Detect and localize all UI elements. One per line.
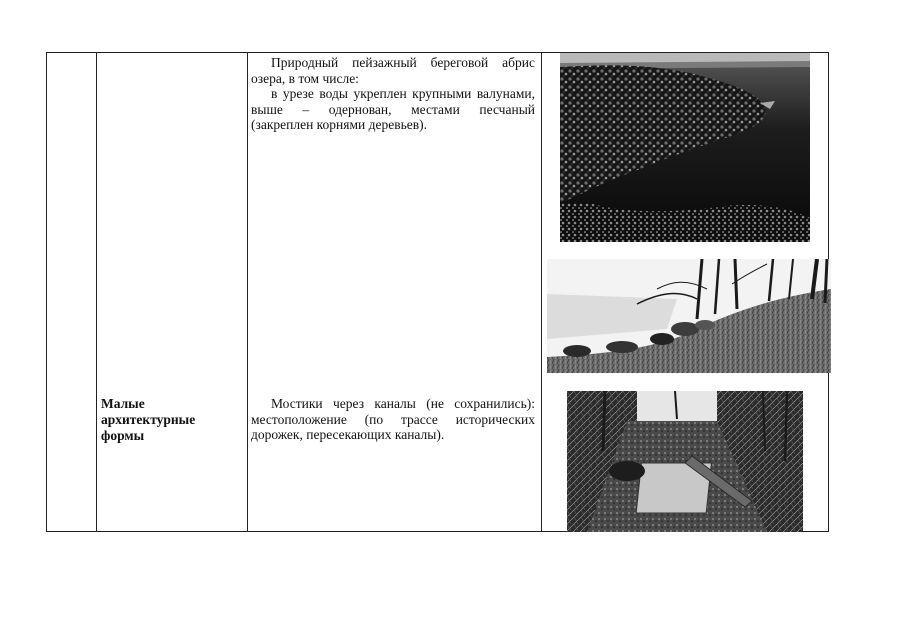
bridges-description (251, 396, 535, 443)
canal-bridge-remains-photo (567, 391, 803, 532)
boulder-shoreline-photo (547, 259, 831, 373)
shoreline-description (251, 55, 535, 133)
shoreline-description-details: в урезе воды укреплен крупными валунами, выше – одернован, местами песчаный (закреплен корнями деревьев). (251, 86, 535, 132)
section-label-small-architectural-forms: Малые архитектурные формы (101, 396, 196, 443)
shoreline-description-intro: Природный пейзажный береговой абрис озера, в том числе: (251, 55, 535, 86)
column-divider-3 (541, 52, 542, 532)
lake-shore-aerial-photo (560, 53, 810, 242)
bridges-description-text: Мостики через каналы (не сохранились): местоположение (по трассе исторических дорожек, пересекающих каналы). (251, 396, 535, 442)
table-left-border (46, 52, 47, 532)
column-divider-2 (247, 52, 248, 532)
column-divider-1 (96, 52, 97, 532)
